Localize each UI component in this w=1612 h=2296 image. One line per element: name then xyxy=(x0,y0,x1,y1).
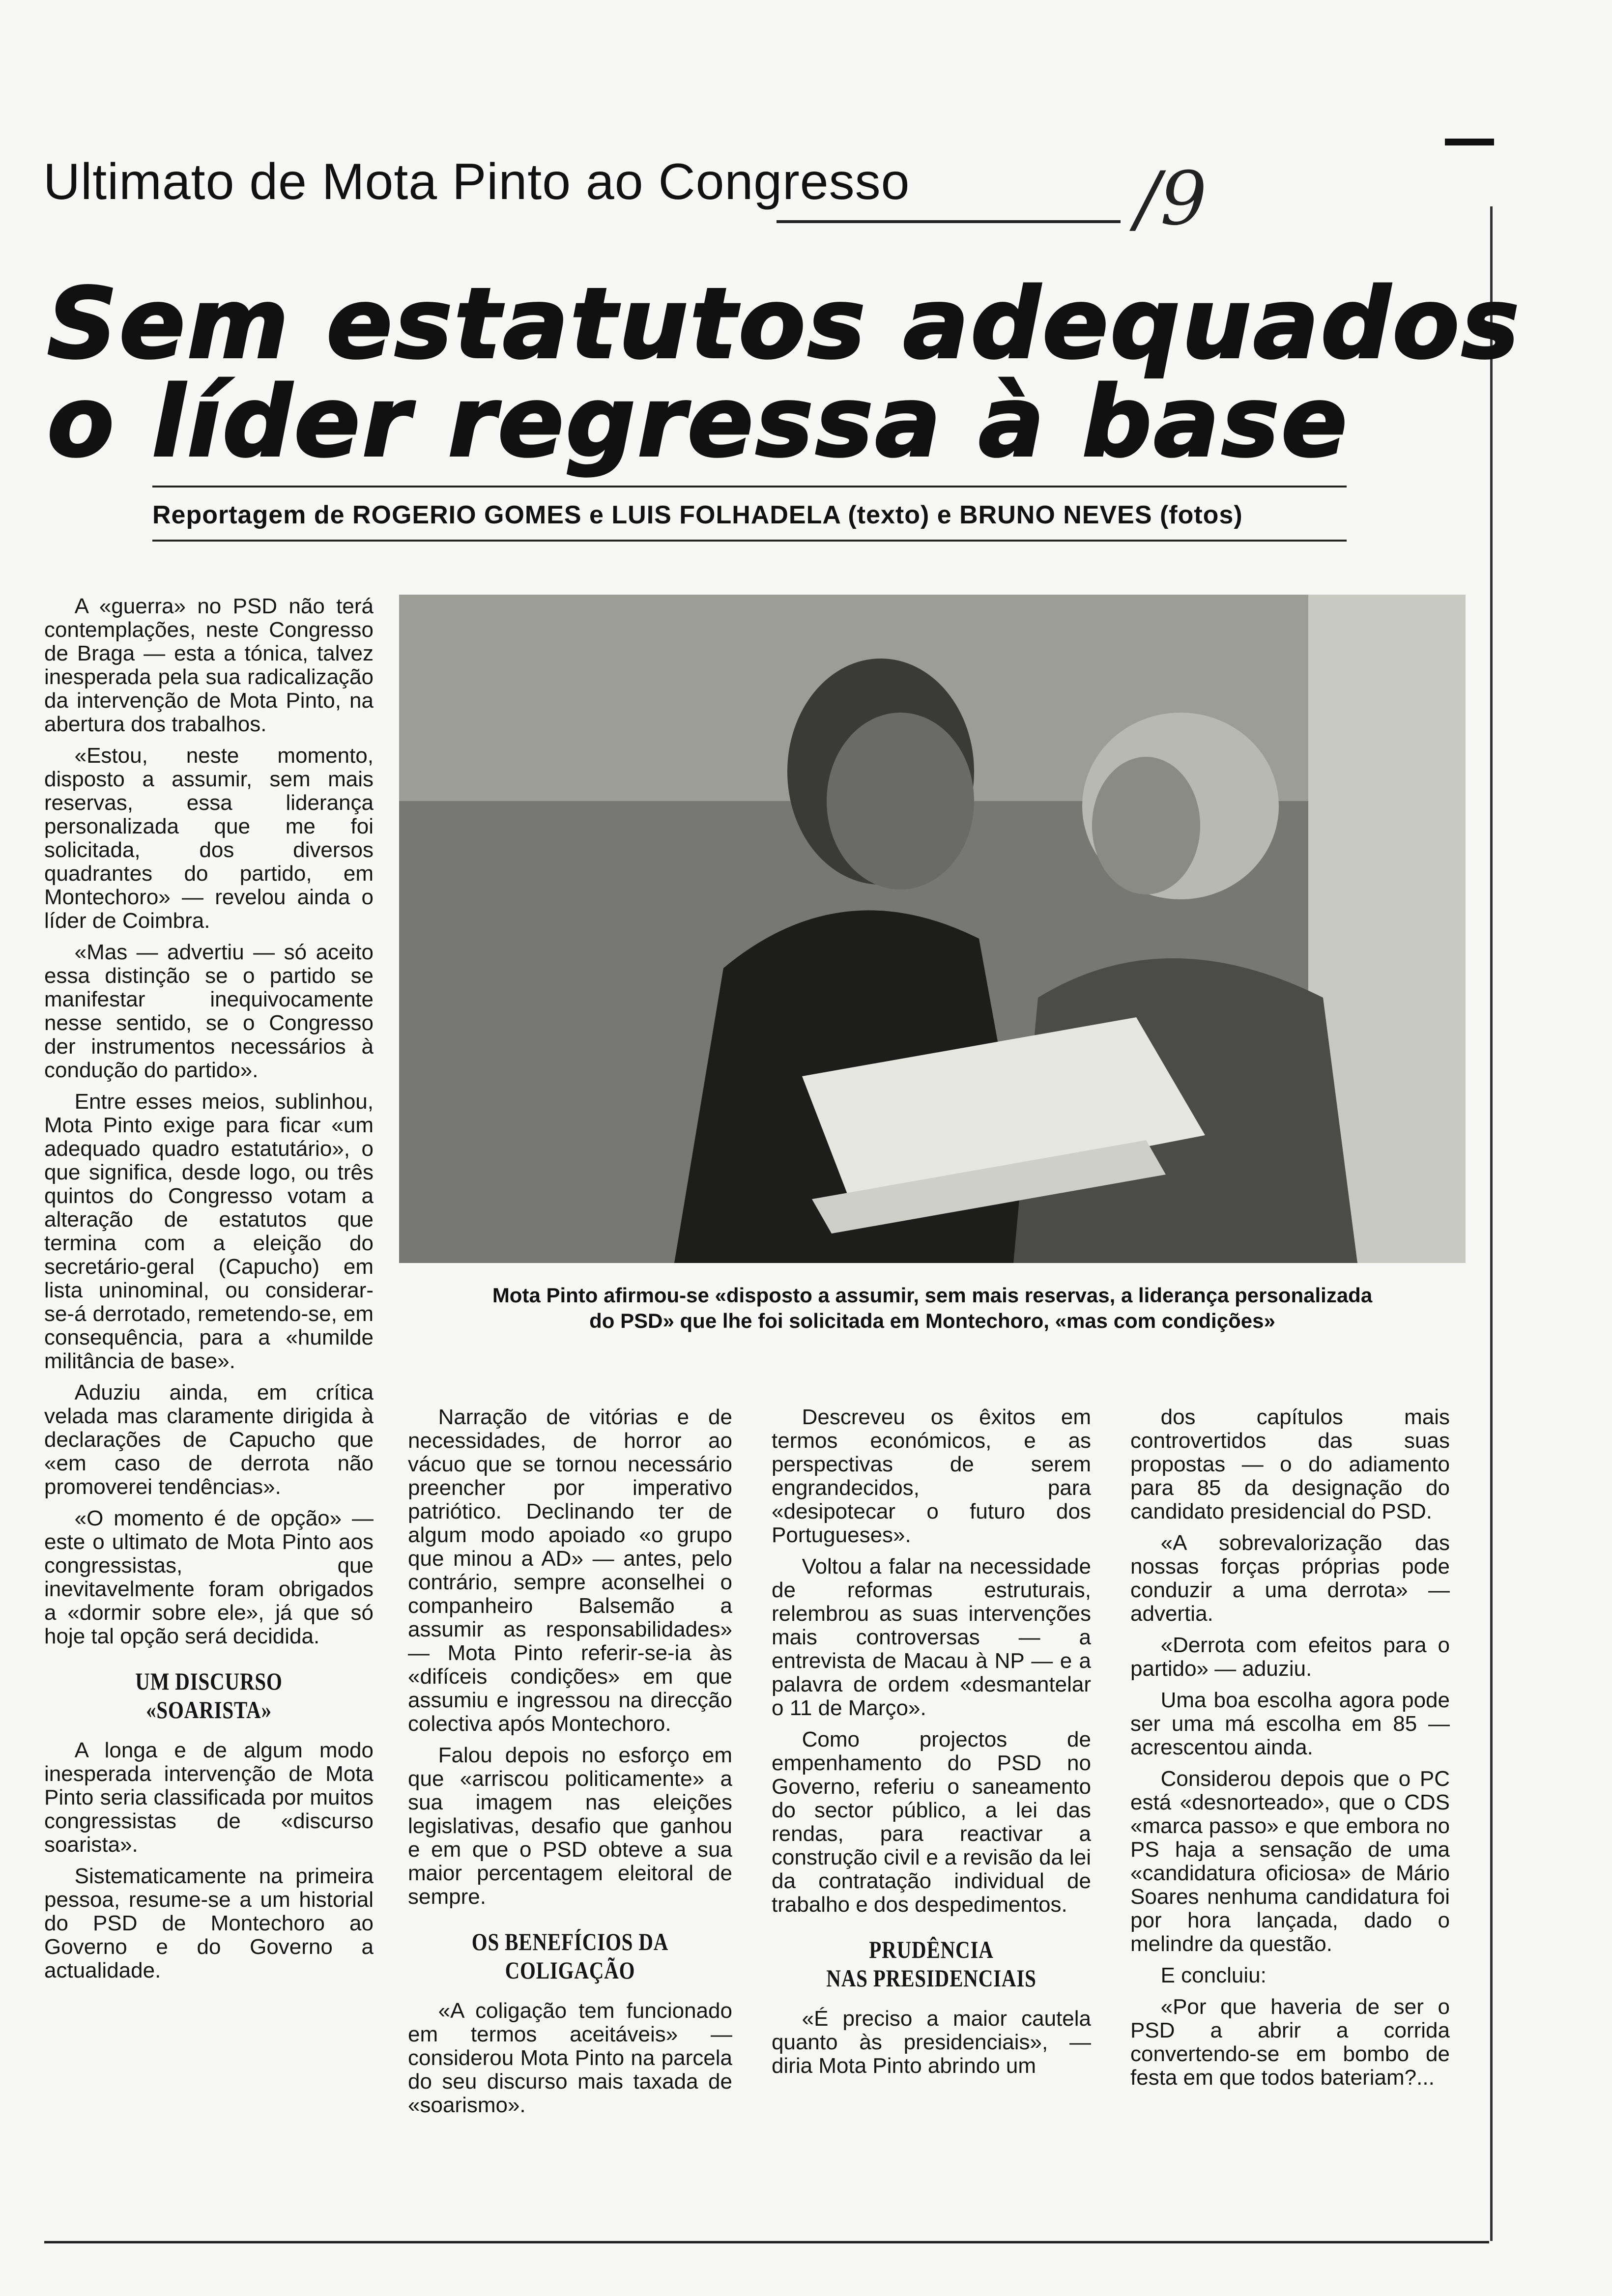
article-photo xyxy=(399,595,1466,1263)
paragraph: Descreveu os êxitos em termos económicos, e as perspectivas de serem engrandecidos, para «desipotecar o futuro dos Portugueses». xyxy=(772,1405,1091,1547)
subheading: UM DISCURSO «SOARISTA» xyxy=(135,1667,283,1723)
paragraph: «Derrota com efeitos para o partido» — aduziu. xyxy=(1130,1633,1450,1681)
article-column-4 xyxy=(1130,1406,1450,2097)
paragraph: «É preciso a maior cautela quanto às presidenciais», — diria Mota Pinto abrindo um xyxy=(772,2007,1091,2078)
paragraph: E concluiu: xyxy=(1160,1963,1267,1987)
paragraph: Como projectos de empenhamento do PSD no Governo, referiu o saneamento do sector público, a lei das rendas, para reactivar a construção civil e a revisão da lei da contratação individual de trabalho e dos despedimentos. xyxy=(772,1727,1091,1917)
paragraph: Sistematicamente na primeira pessoa, resume-se a um historial do PSD de Montechoro ao Governo e do Governo a actualidade. xyxy=(44,1864,374,1982)
subheading-line-1: PRUDÊNCIA xyxy=(869,1936,994,1963)
paragraph: Entre esses meios, sublinhou, Mota Pinto exige para ficar «um adequado quadro estatutário», o que significa, desde logo, ou três quintos do Congresso votam a alteração de estatutos que termina com a eleição do secretário-geral (Capucho) em lista uninominal, ou considerar-se-á derrotado, remetendo-se, em consequência, para a «humilde militância de base». xyxy=(44,1090,374,1373)
byline: Reportagem de ROGERIO GOMES e LUIS FOLHADELA (texto) e BRUNO NEVES (fotos) xyxy=(152,501,1243,529)
subheading: OS BENEFÍCIOS DA COLIGAÇÃO xyxy=(471,1928,669,1984)
paragraph: dos capítulos mais controvertidos das suas propostas — o do adiamento para 85 da designação do candidato presidencial do PSD. xyxy=(1130,1405,1450,1523)
caption-line-1: Mota Pinto afirmou-se «disposto a assumir, sem mais reservas, a liderança personalizada xyxy=(492,1284,1373,1307)
paragraph: «A coligação tem funcionado em termos aceitáveis» — considerou Mota Pinto na parcela do seu discurso mais taxada de «soarismo». xyxy=(408,1999,732,2117)
photo-illustration xyxy=(399,595,1466,1263)
article-column-3 xyxy=(772,1406,1091,2086)
byline-rule-bottom xyxy=(152,540,1347,542)
handwritten-page-mark: /9 xyxy=(1135,156,1207,242)
kicker-underline xyxy=(777,220,1121,223)
paragraph: «Mas — advertiu — só aceito essa distinção se o partido se manifestar inequivocamente nesse sentido, se o Congresso der instrumentos necessários à condução do partido». xyxy=(44,940,374,1082)
paragraph: A longa e de algum modo inesperada intervenção de Mota Pinto seria classificada por muitos congressistas de «discurso soarista». xyxy=(44,1738,374,1857)
headline-line-2: o líder regressa à base xyxy=(47,365,1350,479)
byline-rule-top xyxy=(152,486,1347,488)
paragraph: Uma boa escolha agora pode ser uma má escolha em 85 — acrescentou ainda. xyxy=(1130,1688,1450,1759)
paragraph: A «guerra» no PSD não terá contemplações, neste Congresso de Braga — esta a tónica, talvez inesperada pela sua radicalização da intervenção de Mota Pinto, na abertura dos trabalhos. xyxy=(44,594,374,736)
paragraph: Considerou depois que o PC está «desnorteado», que o CDS «marca passo» e que embora no PS haja a sensação de uma «candidatura oficiosa» de Mário Soares nenhuma candidatura foi por hora lançada, dado o melindre da questão. xyxy=(1130,1767,1450,1956)
headline-line-1: Sem estatutos adequados xyxy=(47,267,1522,380)
paragraph: Falou depois no esforço em que «arriscou politicamente» a sua imagem nas eleições legislativas, desafio que ganhou e em que o PSD obteve a sua maior percentagem eleitoral de sempre. xyxy=(408,1743,732,1909)
corner-mark xyxy=(1445,139,1494,145)
article-column-1 xyxy=(44,595,374,1990)
right-border-rule xyxy=(1490,206,1493,2241)
paragraph: «O momento é de opção» — este o ultimato de Mota Pinto aos congressistas, que inevitavelmente foram obrigados a «dormir sobre ele», já que só hoje tal opção será decidida. xyxy=(44,1506,374,1648)
bottom-rule xyxy=(44,2241,1489,2243)
paragraph: Aduziu ainda, em crítica velada mas claramente dirigida à declarações de Capucho que «em caso de derrota não promoverei tendências». xyxy=(44,1380,374,1499)
paragraph: Narração de vitórias e de necessidades, de horror ao vácuo que se tornou necessário preencher por imperativo patriótico. Declinando ter de algum modo apoiado «o grupo que minou a AD» — antes, pelo contrário, sempre aconselhei o companheiro Balsemão a assumir as responsabilidades» — Mota Pinto referir-se-ia às «difíceis condições» em que assumiu e ingressou na direcção colectiva após Montechoro. xyxy=(408,1405,732,1736)
photo-caption xyxy=(399,1283,1466,1334)
subheading-line-2: NAS PRESIDENCIAIS xyxy=(826,1964,1036,1992)
paragraph: «Estou, neste momento, disposto a assumir, sem mais reservas, essa liderança personalizada que me foi solicitada, dos diversos quadrantes do partido, em Montechoro» — revelou ainda o líder de Coimbra. xyxy=(44,744,374,933)
paragraph: «Por que haveria de ser o PSD a abrir a corrida convertendo-se em bombo de festa em que todos bateriam?... xyxy=(1130,1995,1450,2090)
paragraph: «A sobrevalorização das nossas forças próprias pode conduzir a uma derrota» — advertia. xyxy=(1130,1531,1450,1626)
paragraph: Voltou a falar na necessidade de reformas estruturais, relembrou as suas intervenções mais controversas — a entrevista de Macau à NP — e a palavra de ordem «desmantelar o 11 de Março». xyxy=(772,1554,1091,1720)
kicker-headline: Ultimato de Mota Pinto ao Congresso xyxy=(43,153,910,210)
caption-line-2: do PSD» que lhe foi solicitada em Montechoro, «mas com condições» xyxy=(589,1309,1275,1332)
article-column-2 xyxy=(408,1406,732,2125)
subheading xyxy=(801,1935,1063,1992)
